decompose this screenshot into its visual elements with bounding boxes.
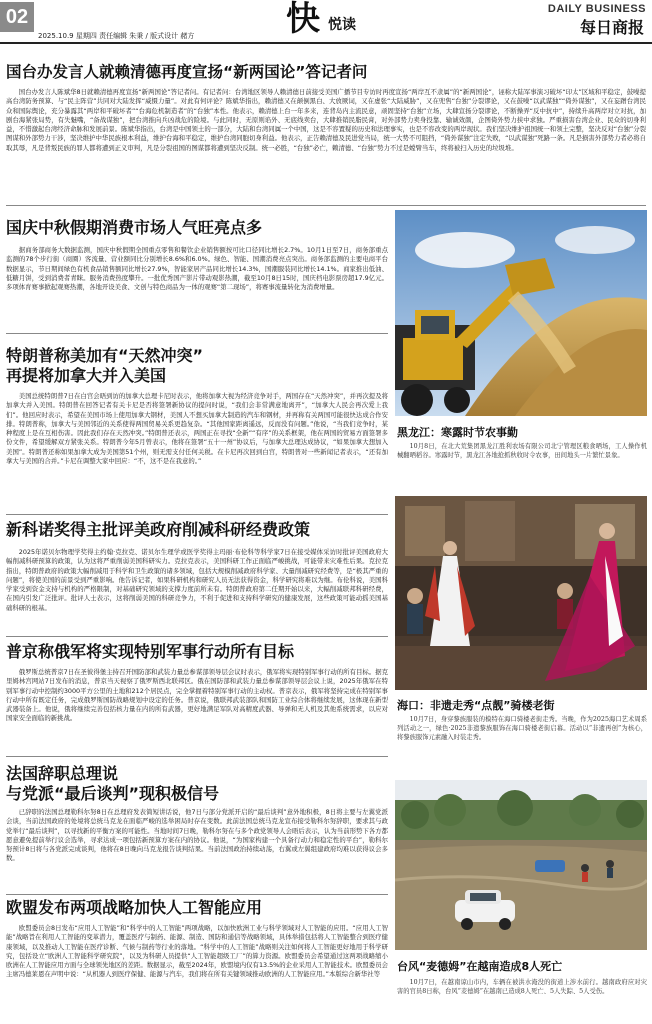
body-holiday-consumption: 据商务部商务大数据监测，国庆中秋假期全国重点零售和餐饮企业销售额按可比口径同比增长2.7%。10月1日至7日，商务部重点监测的78个步行街（商圈）客流量、营业额同比分别增长8.6%和6.0%。绿色、智能、国潮消费亮点突出。商务部监测的主要电商平台数据显示，节日期间绿色有机食品销售额同比增长27.9%，智能家居产品同比增长14.3%，国潮服装同比增长14.1%。商家推出低油、低糖月饼，受到消费者青睐。服务消费热度攀升。一批优秀国产影片带动观影热潮，截至10月8日15时，国庆档电影票房超17.9亿元。多项体育赛事掀起观赛热潮，各地开设美食、文创与特色商品为一体的观赛“第二现场”，将赛事流量转化为消费增量。: [6, 246, 388, 292]
divider: [6, 205, 646, 206]
headline-trump-line1: 特朗普称美加有“天然冲突”: [6, 346, 204, 365]
header-rule: [0, 42, 652, 44]
section-title-big: 快: [286, 0, 320, 39]
headline-nobel: 新科诺奖得主批评美政府削减科研经费政策: [6, 520, 311, 539]
divider: [6, 333, 388, 334]
brand-english: DAILY BUSINESS: [547, 3, 646, 15]
photo-harvest-title: 黑龙江：寒露时节农事勤: [397, 426, 518, 439]
body-trump: 美国总统特朗普7日在白宫会晤到访的加拿大总理卡尼时表示，他将加拿大视为经济竞争对手，两国存在“天然冲突”，并再次提及将加拿大并入美国。特朗普在回答记者有关卡尼是否将签署新协议的提问时说，“我们会非常满意地离开”，“加拿大人民会再次爱上我们”。他回应时表示，希望在美国市场上使用加拿大钢材，美国人不想买加拿大制造的汽车和钢材，并再称有关两国可能很快达成合作安排。特朗普称，加拿大与美国邻近的关系使得两国贸易关系更趋复杂。“其他国家距离遥远，反而没有问题。”他说，“当我们竞争时，某种程度上是在互相伤害。因此我们存在天然冲突。”特朗普还表示，两国正在寻找“全新”“有序”的关系框架，他在两国的贸易方面签署多份文件，希望缓解双方紧张关系。特朗普今年5月曾表示，他将在签署“五十一州”协议后，与加拿大总理达成协议，“如果加拿大想加入美国”。特朗普还称如果加拿大成为美国第51个州，则无需支付任何关税。在卡尼再次回到白宫，特朗普对一些新闻记者表示，“还有加拿大与美国的合并。”卡尼在调整大家中回应：“不，这不是在我意的。”: [6, 392, 388, 466]
headline-trump-line2: 再提将加拿大并入美国: [6, 366, 167, 385]
page-number: 02: [0, 2, 34, 32]
headline-france-line1: 法国辞职总理说: [6, 764, 119, 783]
photo-flood: [395, 780, 647, 950]
divider: [6, 514, 388, 515]
photo-fashion-caption: 10月7日，身穿黎族服装的模特在海口骑楼老街走秀。当晚，作为2025海口艺术周系列活动之一，绿色·2025非遗黎族服饰在海口骑楼老街启幕。活动以“非遗再创”为核心，将黎族服饰元素融入时装走秀。: [397, 716, 647, 741]
headline-putin: 普京称俄军将实现特别军事行动所有目标: [6, 642, 295, 661]
photo-harvest: [395, 210, 647, 416]
headline-taiwan: 国台办发言人就赖清德再度宣扬“新两国论”答记者问: [6, 63, 368, 81]
headline-holiday-consumption: 国庆中秋假期消费市场人气旺亮点多: [6, 218, 263, 237]
brand-chinese: 每日商报: [579, 18, 644, 37]
photo-flood-caption: 10月7日，在越南谅山市内，车辆在被洪水淹没的街道上涉水前行。越南政府应对灾害的官员8日称，台风“麦德姆”在越南已造成8人死亡、5人失踪、5人受伤。: [397, 979, 647, 995]
body-putin: 俄罗斯总统普京7日在圣彼得堡主持召开国防部和武装力量总参谋部领导层会议时表示，俄军将实现特别军事行动的所有目标。据克里姆林宫网站7日发布的消息，普京当天视察了俄罗斯西北联邦区。俄在国防部和武装力量总参谋部领导层会议上说，2025年俄军在特别军事行动中控制约3000平方公里的土地和212个居民点，完全掌握着特别军事行动的主动权。普京表示，俄军将坚持完成在特别军事行动中所有既定任务，完成俄罗斯国防战略规划中设定的任务。普京说，俄联邦武装部队和国防工业综合体将继续发展，这体现在新型武器装备上。他说，俄将继续完善包括核力量在内的所有武器，更好地满足军队对高精度武器、导弹和无人机及其他系统需求，以应对国家安全面临的新挑战。: [6, 668, 388, 723]
photo-fashion-title: 海口：非遗走秀“点靓”骑楼老街: [397, 699, 555, 712]
divider: [6, 756, 388, 757]
body-taiwan: 国台办发言人陈斌华8日就赖清德再度宣扬“新两国论”答记者问。有记者问：台湾地区领导人赖清德日前接受美国广播节目专访时再度宣扬“两岸互不隶属”的“新两国论”，诬称大陆军事演习破坏“印太”区域和平稳定，鼓噪提高台湾防务预算、与“民主阵营”共同对大陆发挥“威慑力量”。对此有何评论？陈斌华指出，赖清德又在颠倒黑白、大放厥词，又在虚张“大陆威胁”，又在兜售“台独”分裂谬论，又在鼓噪“以武谋独”“倚外谋独”，又在妄蹭台湾民众和国际舆论，充分暴露其“两岸和平破坏者”“台海危机制造者”的“台独”本性。他表示，赖清德上台一年多来，连背岛内主流民意，顽固坚持“台独”立场，大肆宣扬分裂谬论，不断操弄“反中抗中”，持续升高两岸对立对抗，加剧台海紧张局势，有失魅嘴，“备战谋独”，把台湾推向兵凶战危的险境。与此同时，无原则谄外、无底线卖台，大肆推销民脂民膏，对外部势力卖身投靠、输诚效颜，企图倚外势力挟中求独。严重损害台湾企业、民众的切身利益，不惜激起台湾经济命脉和发展前景。陈斌华指出，台湾是中国领土的一部分，大陆和台湾同属一个中国，这是不容置疑的历史和法理事实，也是不容改变的两岸现状。我们坚决维护祖国统一和领土完整，坚决反对“台独”分裂图谋和外部势力干涉，坚决维护中华民族根本利益，维护台海和平稳定，维护台湾同胞切身利益。他表示，正告赖清德及民进党当局，统一大势不可阻挡，“倚外谋独”注定失败，“以武谋独”死路一条。凡是损害外部势力者必将自取其辱，凡是背叛民族的罪人都将遭到正义审判，凡是分裂祖国的图谋都将遭到坚决反制。统一必胜，“台独”必亡，赖清德、“台独”势力不过是螳臂当车，终将被扫入历史的垃圾堆。: [6, 88, 646, 152]
photo-fashion-show: [395, 496, 647, 690]
headline-eu-ai: 欧盟发布两项战略加快人工智能应用: [6, 898, 263, 917]
body-eu-ai: 欧盟委员会8日发布“应用人工智能”和“科学中的人工智能”两项战略，以加快欧洲工业与科学领域对人工智能的应用。“应用人工智能”战略旨在利用人工智能的变革潜力，覆盖医疗与制药、能源、制造、国防和通信等战略领域，具体举措包括将人工智能整合到医疗健康领域，以及推动人工智能在医疗诊断、气候与制药等行业的落地。“科学中的人工智能”战略则关注如何将人工智能更好地用于科学研究，包括设立“欧洲人工智能科学研究院”，以及为科研人员提供“人工智能超级工厂”的算力资源。欧盟委员会希望通过这两项战略缩小欧洲在人工智能应用方面与全球领先地区的差距。数据显示，截至2024年，欧盟境内仅有13.5%的企业采用人工智能技术。欧盟委员会主席冯德莱恩在声明中说：“从机器人到医疗保健、能源与汽车，我们将在所有关键领域推动欧洲的人工智能应用。”本版综合新华社等: [6, 924, 388, 979]
divider: [6, 636, 388, 637]
section-title-small: 悦读: [328, 17, 356, 33]
photo-harvest-caption: 10月8日，在北大荒集团黑龙江胜利农场有限公司北宁管理区粮食晒场，工人操作机械翻晒稻谷。寒露时节，黑龙江各地抢抓秋收时令农事，田间地头一片繁忙景象。: [397, 443, 647, 459]
body-france: 已辞职的法国总理勒科尔努8日在总理府发表简短讲话说，他7日与部分党派开启的“最后谈判”意外地积极，8日将主要与左翼党派会谈，当前法国政府的处境将总统马克龙在面临严峻的选举困局时存在变数。此前法国总统马克龙宣布接受勒科尔努辞职，要求其与政党举行“最后谈判”，以寻找新的平衡方案的可能性。当地时间7日晚，勒科尔努在与多个政党领导人会晤后表示，认为当前形势下各方都愿意避免提前举行议会选举，寻求达成一项包括新预算方案在内的协议。他说，“为国家构建一个具备行动力和稳定性的平台”，勒科尔努预计8日将与各党派完成谈判，他将在8日晚向马克龙报告谈判结果。当前法国政治持续动荡，右翼或左翼组建政府均难以获得议会多数。: [6, 808, 388, 863]
headline-france-line2: 与党派“最后谈判”现积极信号: [6, 784, 220, 803]
body-nobel: 2025年诺贝尔物理学奖得主约翰·克拉克、诺贝尔生理学或医学奖得主玛丽·布伦科等科学家7日在接受媒体采访时批评美国政府大幅削减科研预算的政策，认为这将严重削弱美国科研实力。克拉克表示，美国科研工作正面临严峻挑战，可能带来灾难性后果。克拉克指出，特朗普政府的政策大幅削减用于科学和卫生政策的诸多领域，包括大规模削减政府科学家、大量削减研究经费等，是“极其严重的问题”，将使美国的前景受到严重影响。他告诉记者，如果科研机构和研究人员无法获得资金，科学研究将难以为继。布伦科说，美国科学家受到资金支持与机构的严格限制，对基础研究领域的支撑力度前所未有。特朗普政府第二任期开始以来，大幅削减联邦科研经费，在国内引发广泛批评。批评人士表示，这将削弱美国的科研竞争力，不利于促进和支持科学研究的健康发展，这些政策可能动摇美国基础科研的根基。: [6, 548, 388, 612]
divider: [6, 894, 388, 895]
issue-info: 2025.10.9 星期四 责任编辑 朱秉 / 版式设计 赭方: [38, 32, 195, 40]
photo-flood-title: 台风“麦德姆”在越南造成8人死亡: [397, 960, 563, 973]
